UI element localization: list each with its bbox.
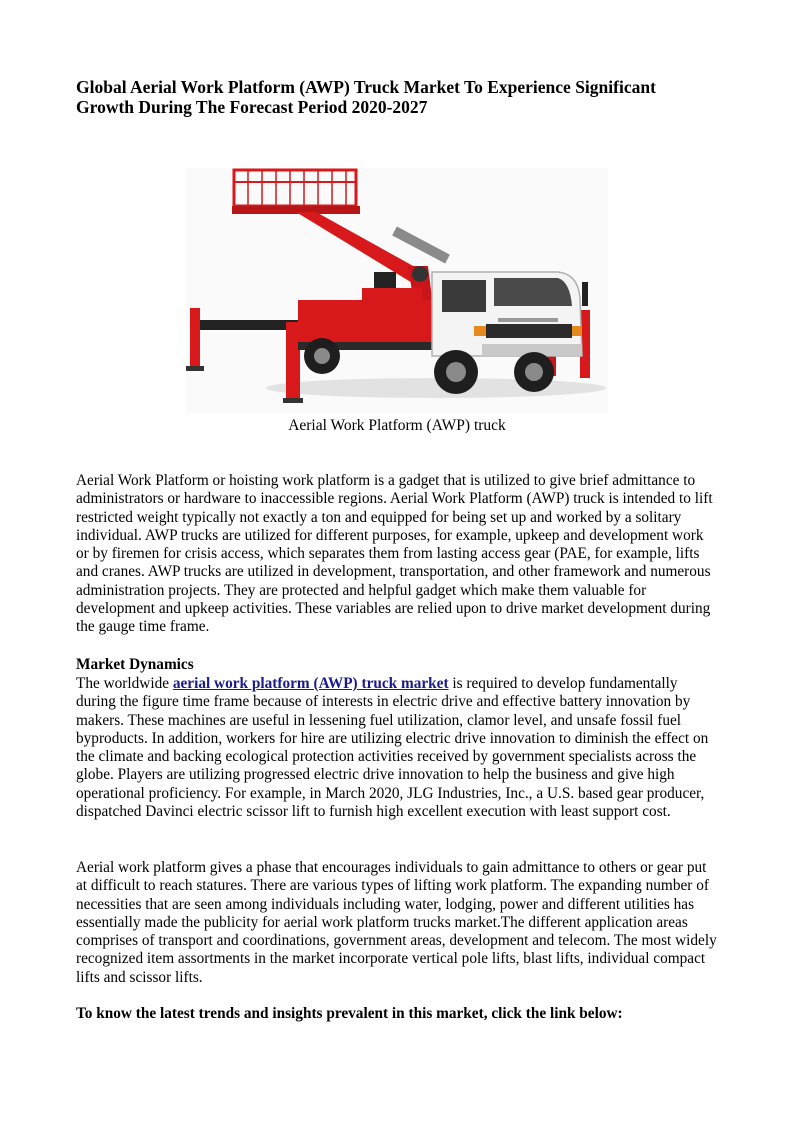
paragraph2-lead-text: The worldwide: [76, 675, 173, 692]
image-caption: Aerial Work Platform (AWP) truck: [288, 417, 506, 434]
truck-illustration: [186, 160, 608, 415]
page-title: Global Aerial Work Platform (AWP) Truck Market To Experience Significant Growth During The Forecast Period 2020-2027: [76, 77, 656, 117]
paragraph-market-dynamics: [76, 675, 718, 821]
paragraph2-trailing-text: is required to develop fundamentally during the figure time frame because of interests in electric drive and effective battery innovation by makers. These machines are useful in lessening fuel utilization, clamor level, and unsafe fossil fuel byproducts. In addition, workers for hire are utilizing electric drive innovation to diminish the effect on the climate and backing ecological protection activities received by government specialists across the globe. Players are utilizing progressed electric drive innovation to help the business and give high operational proficiency. For example, in March 2020, JLG Industries, Inc., a U.S. based gear producer, dispatched Davinci electric scissor lift to furnish high excellent execution with least support cost.: [76, 675, 709, 821]
truck-body: [298, 300, 438, 344]
market-report-link[interactable]: aerial work platform (AWP) truck market: [172, 675, 449, 692]
awp-truck-image: [186, 160, 608, 415]
section-heading-market-dynamics: Market Dynamics: [76, 656, 194, 673]
call-to-action: To know the latest trends and insights prevalent in this market, click the link below:: [76, 1005, 623, 1022]
truck-cab: [432, 272, 588, 356]
paragraph-intro: Aerial Work Platform or hoisting work platform is a gadget that is utilized to give brief admittance to administrators or hardware to inaccessible regions. Aerial Work Platform (AWP) truck is intended to lift restricted weight typically not exactly a ton and equipped for being set up and worked by a solitary individual. AWP trucks are utilized for different purposes, for example, upkeep and development work or by firemen for crisis access, which separates them from lasting access gear (PAE, for example, lifts and cranes. AWP trucks are utilized in development, transportation, and other framework and numerous administration projects. They are protected and helpful gadget which make them valuable for development and upkeep activities. These variables are relied upon to drive market development during the gauge time frame.: [76, 472, 713, 636]
paragraph-applications: Aerial work platform gives a phase that encourages individuals to gain admittance to others or gear put at difficult to reach statures. There are various types of lifting work platform. The expanding number of necessities that are seen among individuals including water, lodging, power and different utilities has essentially made the publicity for aerial work platform trucks market.The different application areas comprises of transport and coordinations, government areas, development and telecom. The most widely recognized item assortments in the market incorporate vertical pole lifts, blast lifts, individual compact lifts and scissor lifts.: [76, 859, 717, 986]
